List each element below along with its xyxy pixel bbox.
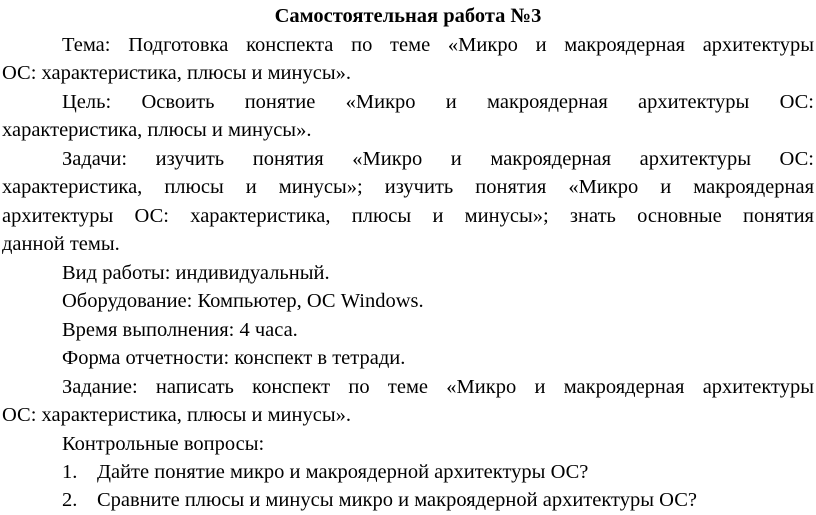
goal-line-2: характеристика, плюсы и минусы». — [2, 119, 312, 141]
equipment-line: Оборудование: Компьютер, ОС Windows. — [62, 290, 424, 312]
topic-line-2: ОС: характеристика, плюсы и минусы». — [2, 62, 351, 84]
assignment-line-2: ОС: характеристика, плюсы и минусы». — [2, 404, 351, 426]
question-text: Дайте понятие микро и макроядерной архитектуры ОС? — [97, 461, 589, 483]
question-number: 1. — [62, 461, 78, 483]
tasks-line-1: Задачи: изучить понятия «Микро и макроядерная архитектуры ОС: — [62, 148, 814, 170]
goal-line-1: Цель: Освоить понятие «Микро и макроядерная архитектуры ОС: — [62, 91, 814, 113]
control-questions-heading: Контрольные вопросы: — [62, 433, 265, 455]
tasks-line-4: данной темы. — [2, 233, 120, 255]
question-item — [0, 485, 816, 515]
question-number: 2. — [62, 489, 78, 511]
work-type-line: Вид работы: индивидуальный. — [62, 262, 330, 284]
question-text: Сравните плюсы и минусы микро и макроядерной архитектуры ОС? — [97, 489, 697, 511]
tasks-line-2: характеристика, плюсы и минусы»; изучить понятия «Микро и макроядерная — [2, 176, 814, 198]
document-title: Самостоятельная работа №3 — [274, 5, 542, 27]
duration-line: Время выполнения: 4 часа. — [62, 319, 298, 341]
tasks-line-3: архитектуры ОС: характеристика, плюсы и минусы»; знать основные понятия — [2, 205, 814, 227]
report-form-line: Форма отчетности: конспект в тетради. — [62, 347, 406, 369]
assignment-line-1: Задание: написать конспект по теме «Микро и макроядерная архитектуры — [62, 376, 814, 398]
topic-line-1: Тема: Подготовка конспекта по теме «Микро и макроядерная архитектуры — [62, 34, 814, 56]
question-item — [0, 457, 816, 487]
